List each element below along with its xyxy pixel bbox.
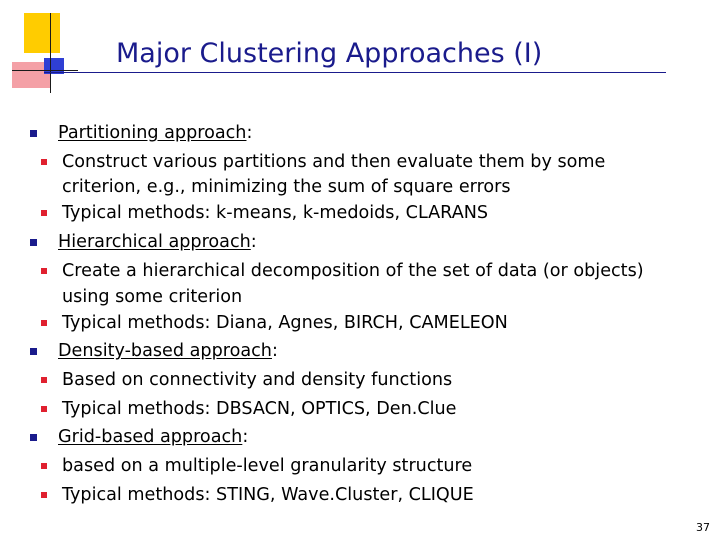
list-item — [30, 119, 700, 148]
sub-item-text: Based on connectivity and density functions — [62, 369, 453, 390]
square-bullet-icon — [30, 130, 37, 137]
list-item — [30, 228, 700, 257]
sub-item-text: Typical methods: DBSACN, OPTICS, Den.Clue — [62, 398, 457, 419]
sub-item-text: Typical methods: k-means, k-medoids, CLARANS — [62, 203, 489, 224]
item-heading-colon: : — [250, 232, 257, 253]
sub-item-text: Typical methods: Diana, Agnes, BIRCH, CAMELEON — [62, 312, 508, 333]
item-heading: Hierarchical approach — [58, 232, 251, 253]
sub-item-text-continued: criterion, e.g., minimizing the sum of square errors — [62, 177, 511, 198]
item-heading: Grid-based approach — [58, 427, 243, 448]
square-bullet-icon — [41, 210, 47, 216]
square-bullet-icon — [41, 159, 47, 165]
square-bullet-icon — [41, 377, 47, 383]
bullet-list — [30, 119, 700, 509]
square-bullet-icon — [30, 434, 37, 441]
sub-list-item — [30, 309, 700, 338]
sub-item-text: Construct various partitions and then evaluate them by some — [62, 151, 606, 172]
sub-item-text: based on a multiple-level granularity structure — [62, 456, 473, 477]
square-bullet-icon — [41, 268, 47, 274]
item-heading-colon: : — [246, 123, 253, 143]
sub-list-item — [30, 366, 700, 395]
square-bullet-icon — [41, 463, 47, 469]
list-item — [30, 423, 700, 452]
item-heading: Partitioning approach — [58, 123, 247, 143]
sub-list-item — [30, 148, 700, 200]
decorative-logo-icon — [0, 0, 80, 100]
square-bullet-icon — [41, 320, 47, 326]
item-heading: Density-based approach — [58, 341, 272, 362]
square-bullet-icon — [41, 492, 47, 498]
sub-list-item — [30, 452, 700, 481]
slide-title: Major Clustering Approaches (I) — [116, 38, 543, 69]
sub-item-text: Create a hierarchical decomposition of the set of data (or objects) — [62, 260, 644, 281]
title-divider — [44, 72, 666, 73]
sub-item-text: Typical methods: STING, Wave.Cluster, CLIQUE — [62, 484, 474, 505]
sub-list-item — [30, 199, 700, 228]
square-bullet-icon — [41, 406, 47, 412]
sub-list-item — [30, 257, 700, 309]
sub-list-item — [30, 395, 700, 424]
sub-item-text-continued: using some criterion — [62, 286, 243, 307]
sub-list-item — [30, 481, 700, 510]
item-heading-colon: : — [271, 341, 278, 362]
square-bullet-icon — [30, 348, 37, 355]
item-heading-colon: : — [242, 427, 249, 448]
page-number: 37 — [696, 521, 710, 534]
square-bullet-icon — [30, 239, 37, 246]
list-item — [30, 337, 700, 366]
